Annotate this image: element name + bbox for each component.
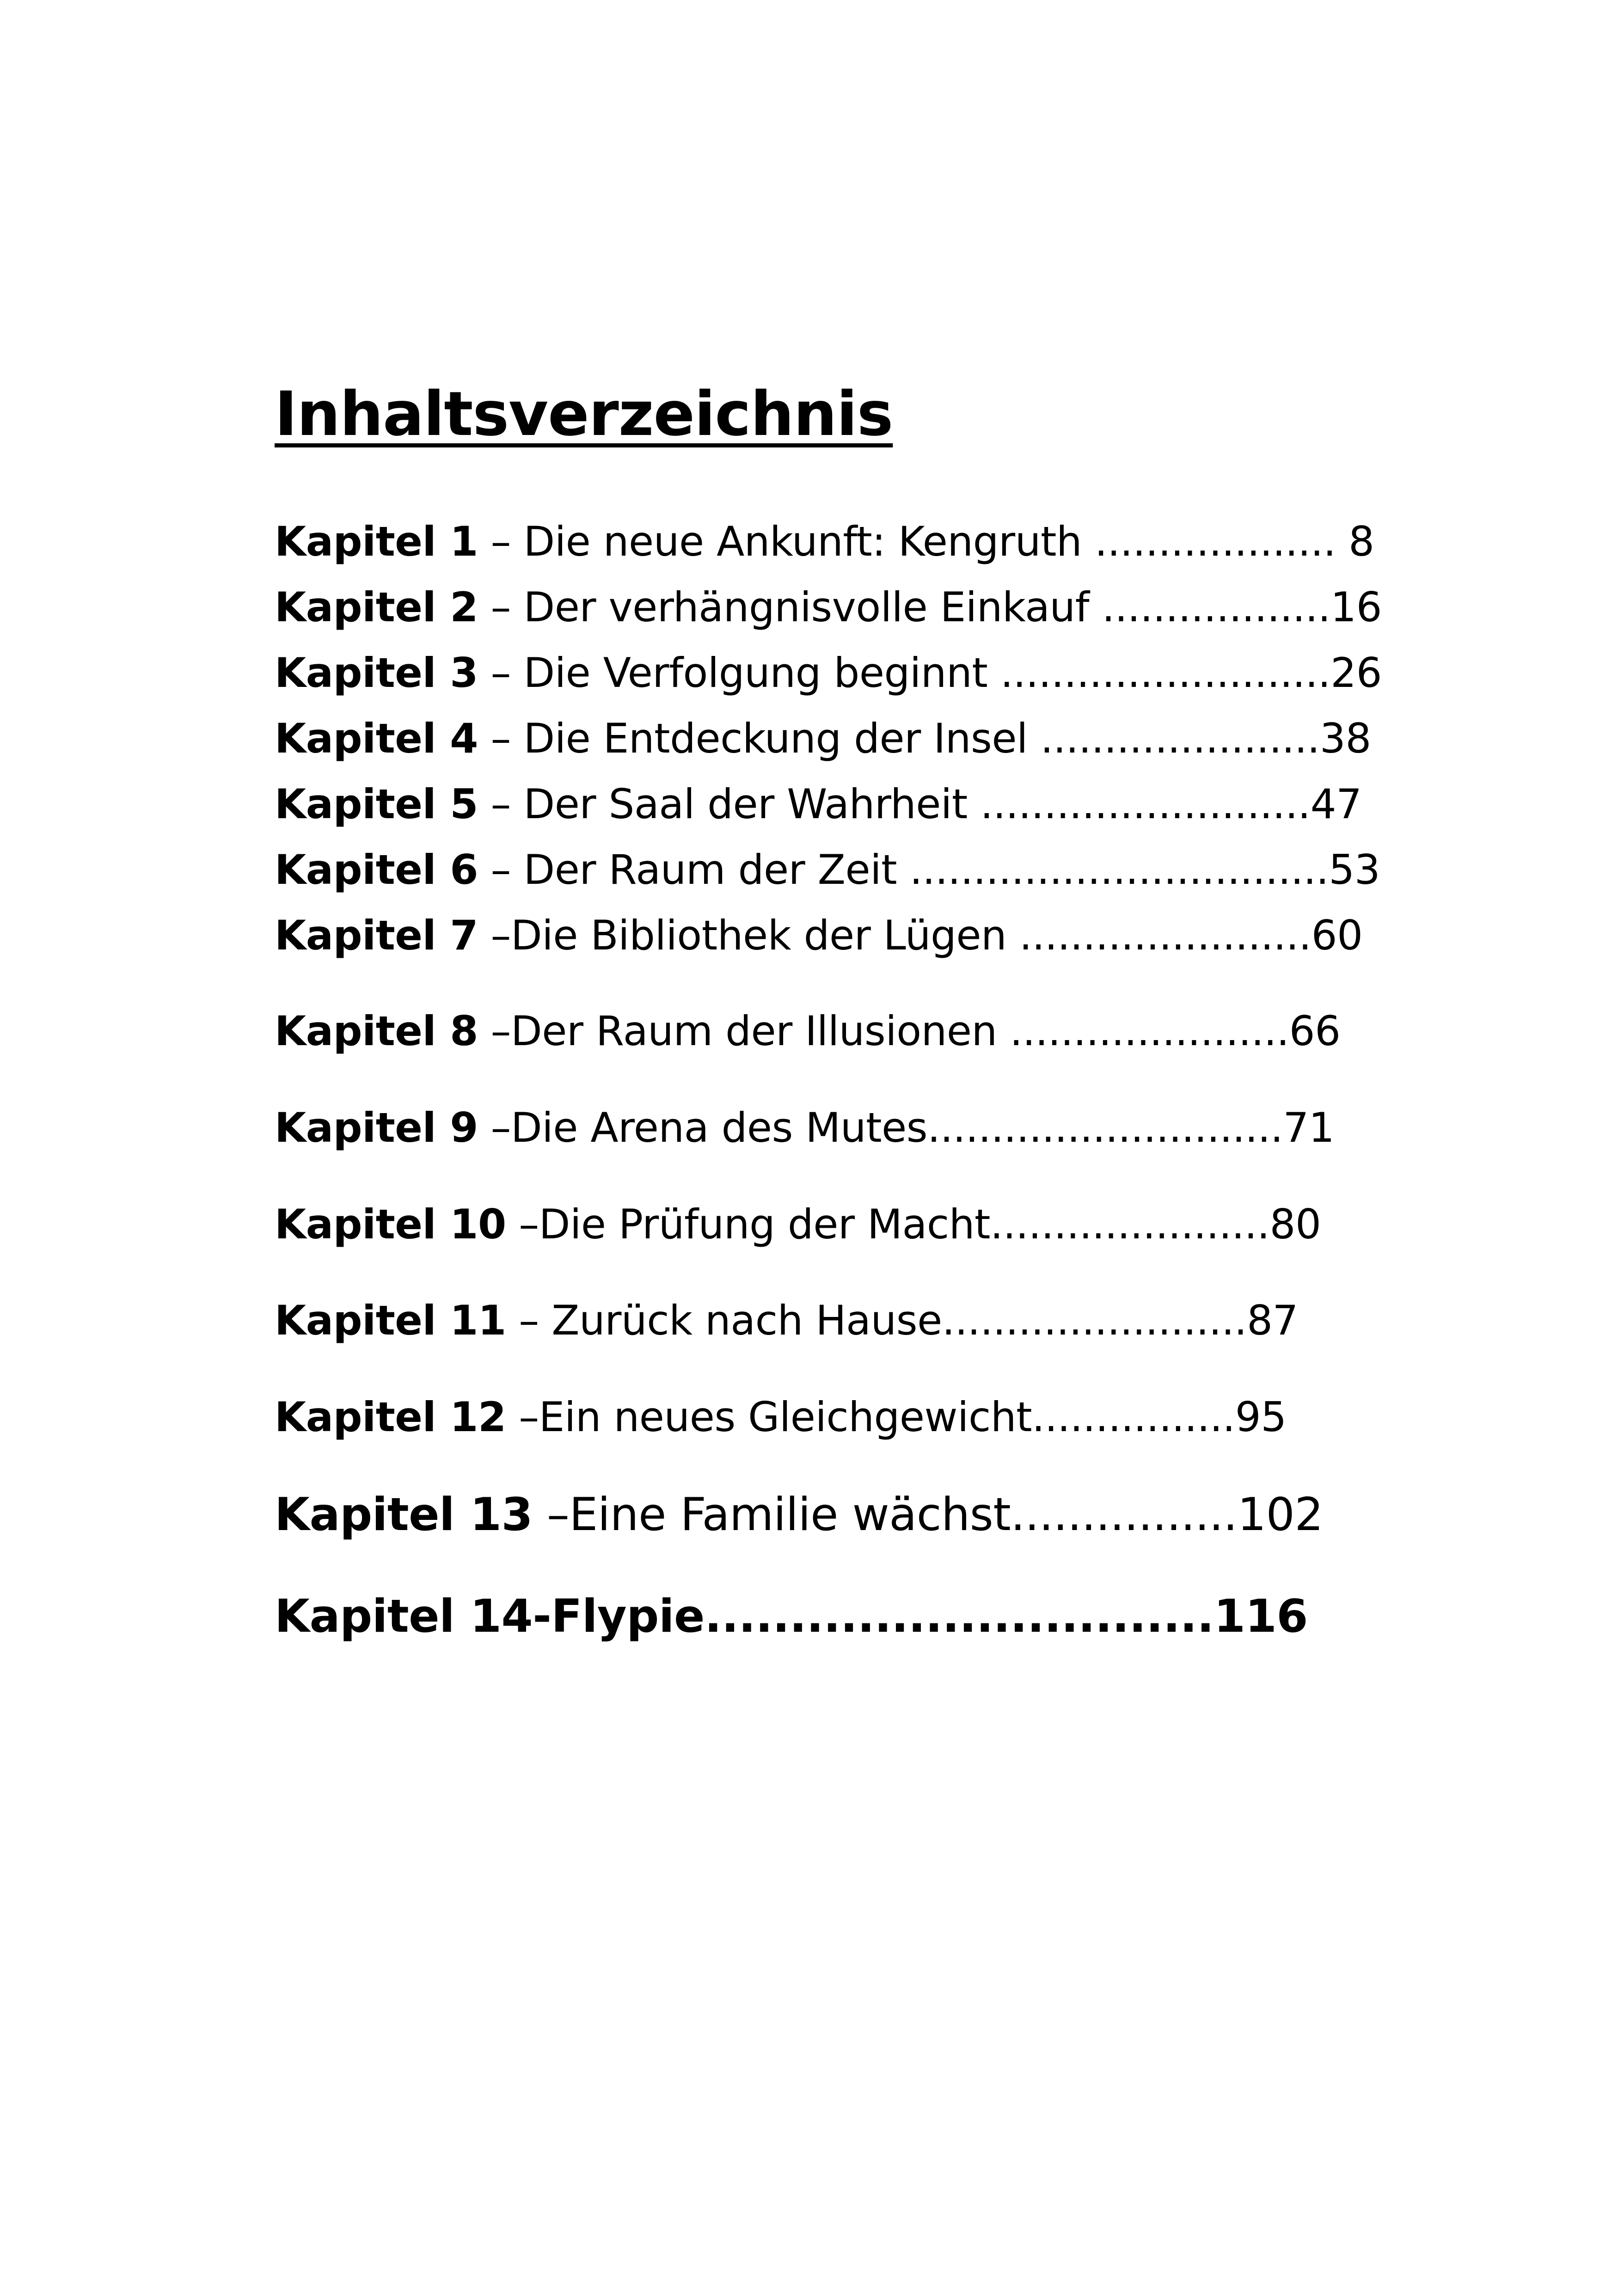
- chapter-label: Kapitel 4: [275, 715, 478, 762]
- toc-entry-chapter-13: [275, 1488, 1324, 1541]
- chapter-title: –Die Bibliothek der Lügen: [478, 912, 1019, 959]
- toc-heading: Inhaltsverzeichnis: [275, 379, 893, 450]
- dot-leader: ..............................: [705, 1590, 1214, 1643]
- toc-entry-chapter-3: [275, 649, 1382, 697]
- page-number: 47: [1310, 780, 1362, 828]
- page-number: 53: [1329, 846, 1380, 894]
- chapter-title: –Die Prüfung der Macht: [506, 1200, 991, 1248]
- toc-entry-chapter-12: [275, 1393, 1287, 1441]
- toc-entry-chapter-11: [275, 1297, 1299, 1344]
- toc-entry-chapter-2: [275, 583, 1382, 631]
- chapter-label: Kapitel 3: [275, 649, 478, 697]
- page-number: 116: [1214, 1590, 1308, 1643]
- dot-leader: ............................: [927, 1104, 1283, 1151]
- page-number: 87: [1247, 1297, 1299, 1344]
- chapter-title: – Zurück nach Hause: [506, 1297, 942, 1344]
- chapter-label: Kapitel 9: [275, 1104, 478, 1151]
- toc-entry-chapter-4: [275, 715, 1371, 762]
- page-number: 8: [1336, 518, 1374, 565]
- dot-leader: ......................: [990, 1200, 1270, 1248]
- dot-leader: .......................: [1019, 912, 1312, 959]
- chapter-title: – Der Saal der Wahrheit: [478, 780, 981, 828]
- dot-leader: ........................: [942, 1297, 1247, 1344]
- toc-entry-chapter-14: [275, 1590, 1308, 1643]
- chapter-label: Kapitel 2: [275, 583, 478, 631]
- toc-entry-chapter-7: [275, 912, 1363, 959]
- page-number: 102: [1237, 1488, 1324, 1541]
- toc-entry-chapter-5: [275, 780, 1362, 828]
- page-number: 71: [1283, 1104, 1335, 1151]
- chapter-label: Kapitel 8: [275, 1007, 478, 1055]
- chapter-label: Kapitel 11: [275, 1297, 506, 1344]
- chapter-title: – Die Entdeckung der Insel: [478, 715, 1041, 762]
- toc-entry-chapter-9: [275, 1104, 1335, 1151]
- page-number: 16: [1330, 583, 1382, 631]
- chapter-label: Kapitel 14: [275, 1590, 533, 1643]
- page-number: 80: [1269, 1200, 1321, 1248]
- toc-entry-chapter-6: [275, 846, 1380, 894]
- chapter-label: Kapitel 10: [275, 1200, 506, 1248]
- chapter-label: Kapitel 5: [275, 780, 478, 828]
- toc-entry-chapter-1: [275, 518, 1374, 565]
- dot-leader: .................................: [909, 846, 1329, 894]
- dot-leader: ..........................: [1000, 649, 1331, 697]
- dot-leader: ......................: [1010, 1007, 1289, 1055]
- chapter-title: -Flypie: [533, 1590, 705, 1643]
- page-number: 26: [1330, 649, 1382, 697]
- page-number: 66: [1289, 1007, 1341, 1055]
- toc-entry-chapter-10: [275, 1200, 1321, 1248]
- chapter-title: –Ein neues Gleichgewicht: [506, 1393, 1032, 1441]
- chapter-title: –Der Raum der Illusionen: [478, 1007, 1010, 1055]
- page-number: 60: [1311, 912, 1363, 959]
- dot-leader: ......................: [1040, 715, 1320, 762]
- chapter-label: Kapitel 12: [275, 1393, 506, 1441]
- chapter-title: – Die Verfolgung beginnt: [478, 649, 1000, 697]
- chapter-label: Kapitel 7: [275, 912, 478, 959]
- page-number: 95: [1235, 1393, 1287, 1441]
- chapter-label: Kapitel 1: [275, 518, 478, 565]
- chapter-title: – Die neue Ankunft: Kengruth: [478, 518, 1095, 565]
- dot-leader: ................: [1011, 1488, 1238, 1541]
- chapter-title: –Die Arena des Mutes: [478, 1104, 928, 1151]
- dot-leader: ..........................: [980, 780, 1311, 828]
- chapter-label: Kapitel 13: [275, 1488, 533, 1541]
- dot-leader: ................: [1032, 1393, 1235, 1441]
- dot-leader: ..................: [1102, 583, 1331, 631]
- chapter-title: – Der verhängnisvolle Einkauf: [478, 583, 1102, 631]
- toc-entry-chapter-8: [275, 1007, 1341, 1055]
- dot-leader: ...................: [1094, 518, 1336, 565]
- chapter-title: –Eine Familie wächst: [533, 1488, 1011, 1541]
- page-number: 38: [1319, 715, 1371, 762]
- chapter-label: Kapitel 6: [275, 846, 478, 894]
- chapter-title: – Der Raum der Zeit: [478, 846, 910, 894]
